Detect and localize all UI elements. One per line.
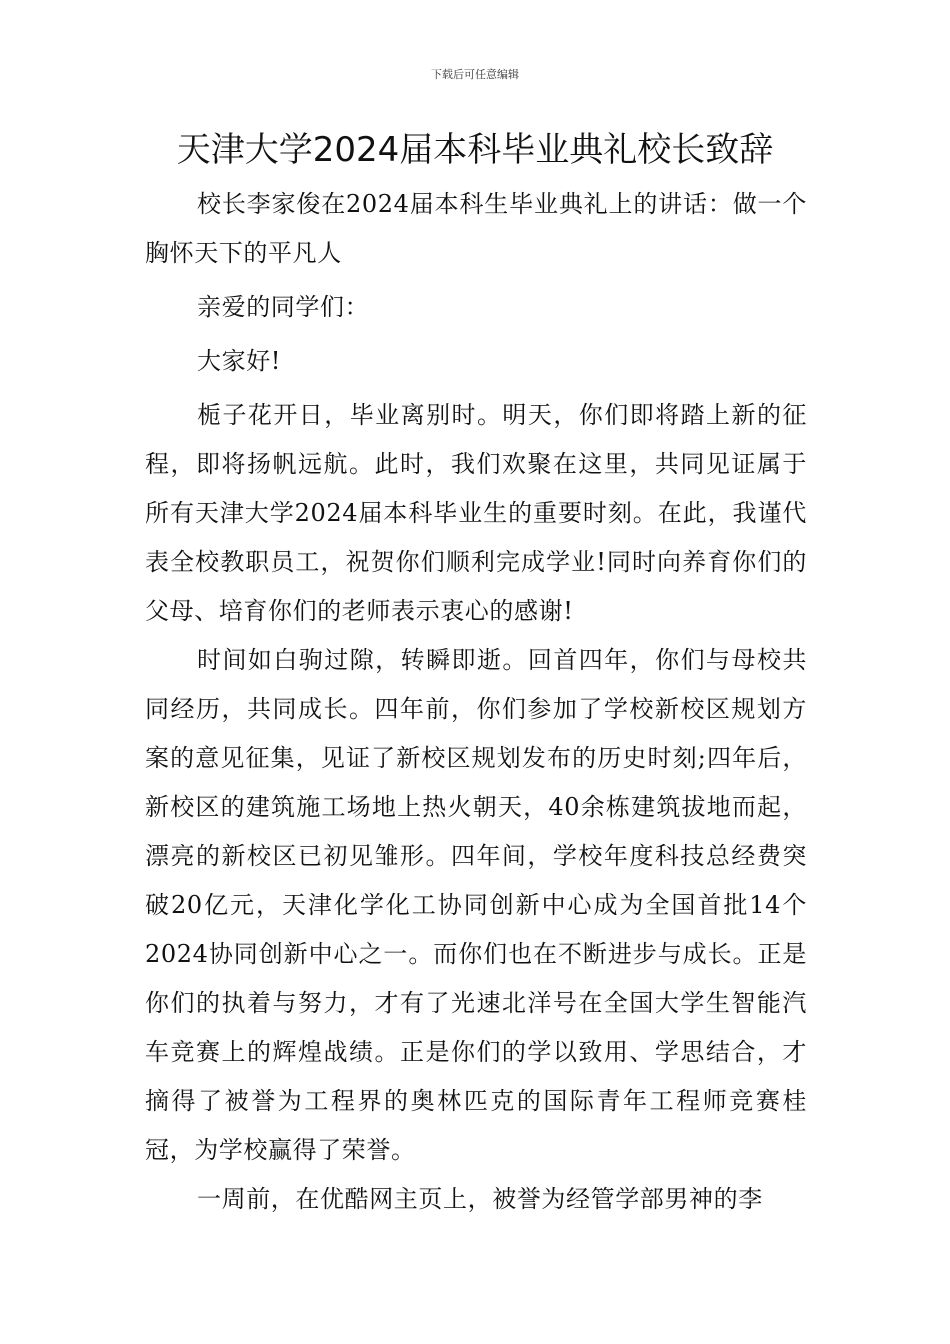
document-title: 天津大学2024届本科毕业典礼校长致辞 (176, 130, 774, 170)
paragraph-subtitle: 校长李家俊在2024届本科生毕业典礼上的讲话：做一个胸怀天下的平凡人 (145, 190, 807, 267)
page-header: 下载后可任意编辑 (431, 68, 519, 81)
paragraph-body: 时间如白驹过隙，转瞬即逝。回首四年，你们与母校共同经历，共同成长。四年前，你们参加了学校新校区规划方案的意见征集，见证了新校区规划发布的历史时刻;四年后，新校区的建筑施工场地上热火朝天，40余栋建筑拔地而起，漂亮的新校区已初见雏形。四年间，学校年度科技总经费突破20亿元，天津化学化工协同创新中心成为全国首批14个2024协同创新中心之一。而你们也在不断进步与成长。正是你们的执着与努力，才有了光速北洋号在全国大学生智能汽车竞赛上的辉煌战绩。正是你们的学以致用、学思结合，才摘得了被誉为工程界的奥林匹克的国际青年工程师竞赛桂冠，为学校赢得了荣誉。 (145, 646, 807, 1164)
paragraph-greeting: 大家好! (197, 347, 282, 375)
paragraph-body: 栀子花开日，毕业离别时。明天，你们即将踏上新的征程，即将扬帆远航。此时，我们欢聚在这里，共同见证属于所有天津大学2024届本科毕业生的重要时刻。在此，我谨代表全校教职员工，祝贺你们顺利完成学业!同时向养育你们的父母、培育你们的老师表示衷心的感谢! (145, 401, 807, 625)
document-body (145, 180, 807, 1224)
paragraph-body: 一周前，在优酷网主页上，被誉为经管学部男神的李 (197, 1185, 763, 1213)
paragraph-salutation: 亲爱的同学们： (197, 293, 370, 321)
